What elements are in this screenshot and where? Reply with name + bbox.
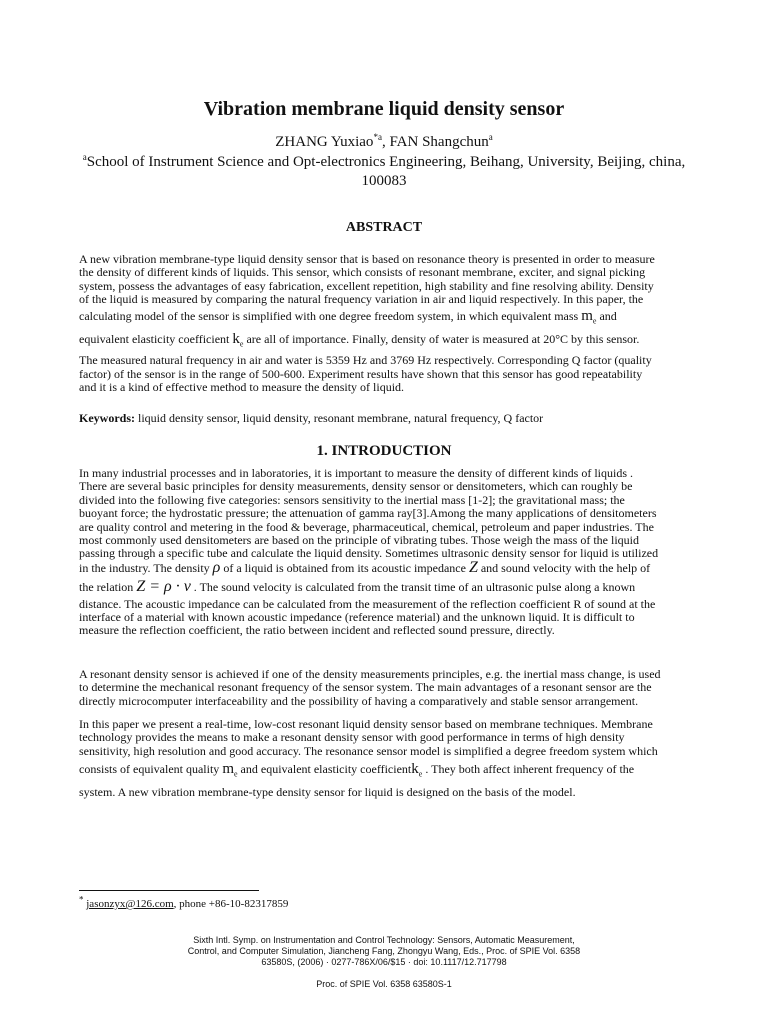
text-run: in the industry. The density <box>79 560 213 575</box>
equation: Z = ρ · v <box>136 578 191 596</box>
conference-citation <box>0 935 768 968</box>
author-separator: , <box>381 134 390 150</box>
symbol-subscript: e <box>233 769 238 779</box>
intro-paragraph <box>79 668 689 708</box>
text-run: calculating model of the sensor is simplified with one degree freedom system, in which equivalent mass <box>79 308 582 323</box>
text-run: equivalent elasticity coefficient <box>79 332 233 347</box>
page-footer: Proc. of SPIE Vol. 6358 63580S-1 <box>316 979 452 989</box>
body-line: system. A new vibration membrane-type density sensor for liquid is designed on the basis of the model. <box>79 785 576 800</box>
abstract-line <box>79 307 689 328</box>
affiliation-marker: a <box>82 152 87 162</box>
affiliation-line: School of Instrument Science and Opt-electronics Engineering, Beihang, University, Beijing, china, <box>86 154 686 170</box>
body-line: sensitivity, high resolution and good accuracy. The resonance sensor model is simplified a degree freedom system which <box>79 743 658 758</box>
symbol-subscript: e <box>418 769 423 779</box>
intro-paragraph <box>79 467 689 638</box>
footnote-rule <box>79 890 259 891</box>
body-line: to determine the mechanical resonant frequency of the sensor system. The main advantages of a resonant sensor are the <box>79 680 652 695</box>
keywords-text: liquid density sensor, liquid density, resonant membrane, natural frequency, Q factor <box>135 411 544 425</box>
symbol-subscript: e <box>592 316 597 326</box>
symbol-rho: ρ <box>212 558 221 576</box>
intro-paragraph <box>79 718 689 799</box>
keywords <box>79 412 689 425</box>
abstract-line: of the liquid is measured by comparing the natural frequency variation in air and liquid respectively. In this paper, the <box>79 292 644 307</box>
symbol-ke: k <box>232 331 240 348</box>
email-link[interactable]: jasonzyx@126.com <box>86 898 174 910</box>
body-line: measure the reflection coefficient, the ratio between incident and reflected sound pressure, directly. <box>79 623 555 638</box>
citation-line: Control, and Computer Simulation, Jiancheng Fang, Zhongyu Wang, Eds., Proc. of SPIE Vol. 6358 <box>187 946 581 956</box>
abstract-heading: ABSTRACT <box>345 220 423 235</box>
text-run: consists of equivalent quality <box>79 762 223 777</box>
author-name: FAN Shangchun <box>389 134 489 150</box>
body-line: most commonly used densitometers are based on the principle of vibrating tubes. Those weigh the mass of the liquid <box>79 533 639 548</box>
footnote-marker: * <box>79 894 84 905</box>
body-line: In many industrial processes and in laboratories, it is important to measure the density of different kinds of liquids . <box>79 466 633 480</box>
body-line: directly microcomputer interfaceability and the possibility of having a comparatively and stable sensor arrangement. <box>79 693 639 708</box>
author-name: ZHANG Yuxiao <box>275 134 374 150</box>
symbol-me: m <box>222 761 234 778</box>
text-run: are all of importance. Finally, density of water is measured at 20°C by this sensor. <box>243 332 640 347</box>
section-heading: 1. INTRODUCTION <box>316 443 452 459</box>
abstract-line: factor) of the sensor is in the range of 500-600. Experiment results have shown that this sensor has good repeatability <box>79 366 643 381</box>
abstract-line <box>79 333 689 351</box>
text-run: and equivalent elasticity coefficient <box>237 762 412 777</box>
body-line <box>79 763 689 781</box>
paper-title: Vibration membrane liquid density sensor <box>203 98 565 120</box>
citation-line: Sixth Intl. Symp. on Instrumentation and Control Technology: Sensors, Automatic Measurement, <box>193 935 575 945</box>
abstract-line: the density of different kinds of liquids. This sensor, which consists of resonant membrane, exciter, and signal picking <box>79 265 646 280</box>
text-run: . The sound velocity is calculated from the transit time of an ultrasonic pulse along a known <box>190 580 636 595</box>
body-line: technology provides the means to make a resonant density sensor with good performance in terms of high density <box>79 730 625 745</box>
body-line: divided into the following five categories: sensors sensitivity to the inertial mass [1-2]; the gravitational mass; the <box>79 492 625 507</box>
footnote-text: , phone +86-10-82317859 <box>173 898 289 910</box>
author-marker: a <box>488 132 493 142</box>
body-line: interface of a material with known acoustic impedance (reference material) and the unknown liquid. It is difficult to <box>79 610 635 625</box>
body-line <box>79 558 689 576</box>
body-line: distance. The acoustic impedance can be calculated from the measurement of the reflection coefficient R of sound at the <box>79 596 656 611</box>
text-run: . They both affect inherent frequency of the <box>422 762 635 777</box>
body-line: passing through a specific tube and calculate the liquid density. Sometimes ultrasonic density sensor for liquid is utilized <box>79 546 659 561</box>
author-list <box>0 134 768 151</box>
footnote <box>79 894 289 910</box>
text-run: the relation <box>79 580 137 595</box>
body-line: In this paper we present a real-time, low-cost resonant liquid density sensor based on membrane techniques. Membrane <box>79 717 653 731</box>
abstract-line: and it is a kind of effective method to measure the density of liquid. <box>79 380 405 395</box>
abstract-paragraph <box>79 253 689 394</box>
body-line: buoyant force; the hydrostatic pressure; the attenuation of gamma ray[3].Among the many applications of densitometers <box>79 506 657 521</box>
affiliation <box>60 153 708 191</box>
abstract-line: The measured natural frequency in air and water is 5359 Hz and 3769 Hz respectively. Corresponding Q factor (quality <box>79 353 652 368</box>
body-line: There are several basic principles for density measurements, density sensor or densitometers, which can roughly be <box>79 479 633 494</box>
abstract-line: A new vibration membrane-type liquid density sensor that is based on resonance theory is presented in order to measure <box>79 252 655 266</box>
symbol-me: m <box>581 307 593 324</box>
text-run: and sound velocity with the help of <box>477 560 651 575</box>
affiliation-postcode: 100083 <box>361 173 407 189</box>
text-run: of a liquid is obtained from its acoustic impedance <box>220 560 469 575</box>
symbol-subscript: e <box>239 339 244 349</box>
keywords-line <box>79 412 689 425</box>
symbol-z: Z <box>468 558 478 576</box>
body-line: are quality control and metering in the food & beverage, pharmaceutical, chemical, petroleum and paper industries. The <box>79 519 654 534</box>
text-run: and <box>596 308 617 323</box>
body-line <box>79 580 689 594</box>
keywords-label: Keywords: <box>79 411 135 425</box>
abstract-line: system, possess the advantages of easy fabrication, excellent repetition, high stability and fine resolving ability. Density <box>79 278 654 293</box>
symbol-ke: k <box>411 761 419 778</box>
author-marker: *a <box>373 132 382 142</box>
citation-line: 63580S, (2006) · 0277-786X/06/$15 · doi: 10.1117/12.717798 <box>261 957 507 967</box>
body-line: A resonant density sensor is achieved if one of the density measurements principles, e.g. the inertial mass change, is used <box>79 667 661 681</box>
